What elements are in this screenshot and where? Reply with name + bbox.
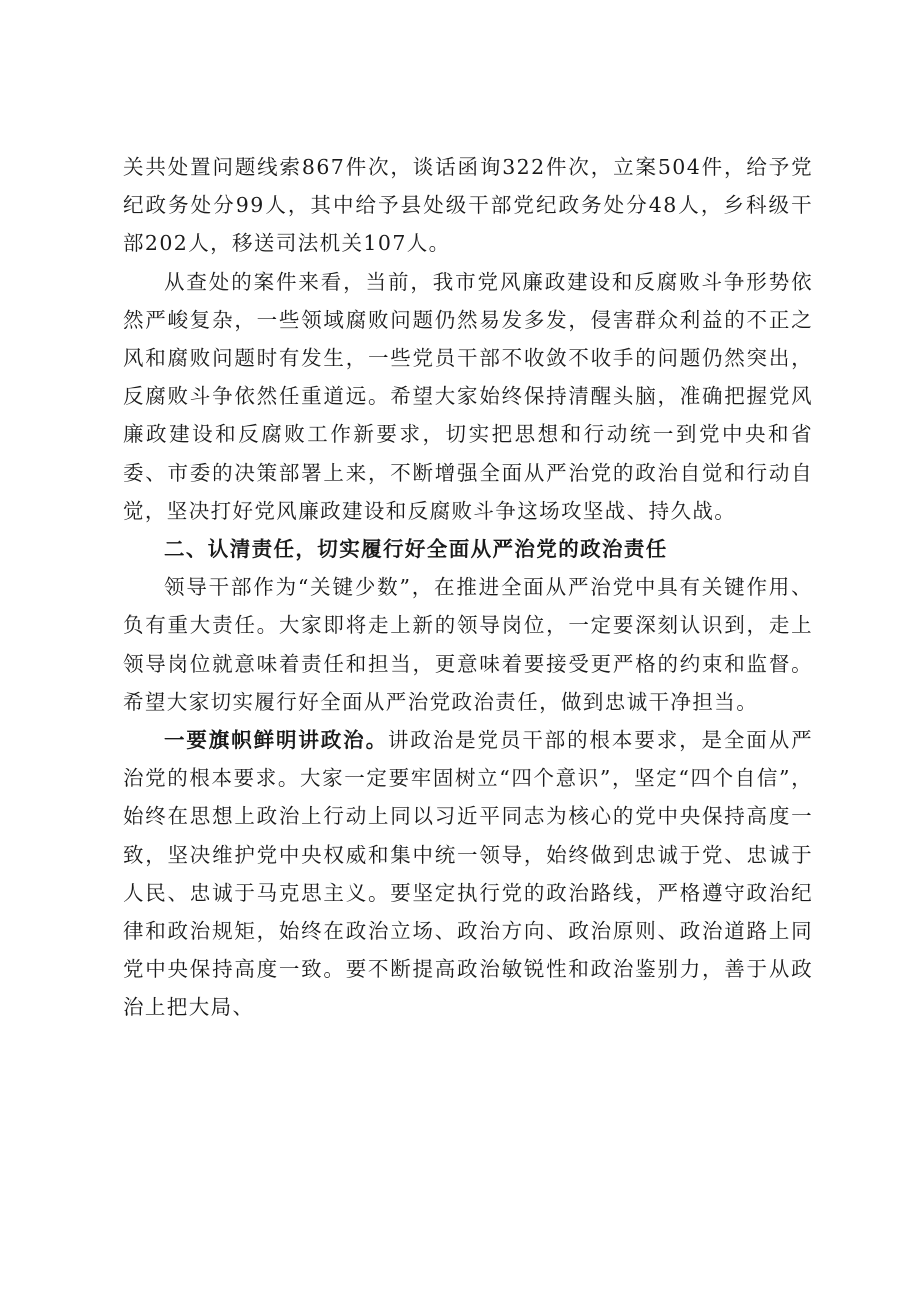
paragraph-lead-phrase: 一要旗帜鲜明讲政治。 — [164, 728, 388, 753]
document-body — [123, 148, 813, 1027]
paragraph-responsibility: 领导干部作为“关键少数”，在推进全面从严治党中具有关键作用、负有重大责任。大家即将走上新的领导岗位，一定要深刻认识到，走上领导岗位就意味着责任和担当，更意味着要接受更严格的约束和监督。希望大家切实履行好全面从严治党政治责任，做到忠诚干净担当。 — [123, 575, 813, 714]
section-heading-2: 二、认清责任，切实履行好全面从严治党的政治责任 — [164, 537, 668, 562]
paragraph-politics-body: 讲政治是党员干部的根本要求，是全面从严治党的根本要求。大家一定要牢固树立“四个意识”，坚定“四个自信”，始终在思想上政治上行动上同以习近平同志为核心的党中央保持高度一致，坚决维护党中央权威和集中统一领导，始终做到忠诚于党、忠诚于人民、忠诚于马克思主义。要坚定执行党的政治路线，严格遵守政治纪律和政治规矩，始终在政治立场、政治方向、政治原则、政治道路上同党中央保持高度一致。要不断提高政治敏锐性和政治鉴别力，善于从政治上把大局、 — [123, 728, 813, 1020]
paragraph-politics — [123, 721, 813, 1027]
paragraph-situation: 从查处的案件来看，当前，我市党风廉政建设和反腐败斗争形势依然严峻复杂，一些领域腐败问题仍然易发多发，侵害群众利益的不正之风和腐败问题时有发生，一些党员干部不收敛不收手的问题仍然突出，反腐败斗争依然任重道远。希望大家始终保持清醒头脑，准确把握党风廉政建设和反腐败工作新要求，切实把思想和行动统一到党中央和省委、市委的决策部署上来，不断增强全面从严治党的政治自觉和行动自觉，坚决打好党风廉政建设和反腐败斗争这场攻坚战、持久战。 — [123, 269, 813, 523]
paragraph-case-statistics: 关共处置问题线索867件次，谈话函询322件次，立案504件，给予党纪政务处分99人，其中给予县处级干部党纪政务处分48人，乡科级干部202人，移送司法机关107人。 — [123, 155, 813, 256]
